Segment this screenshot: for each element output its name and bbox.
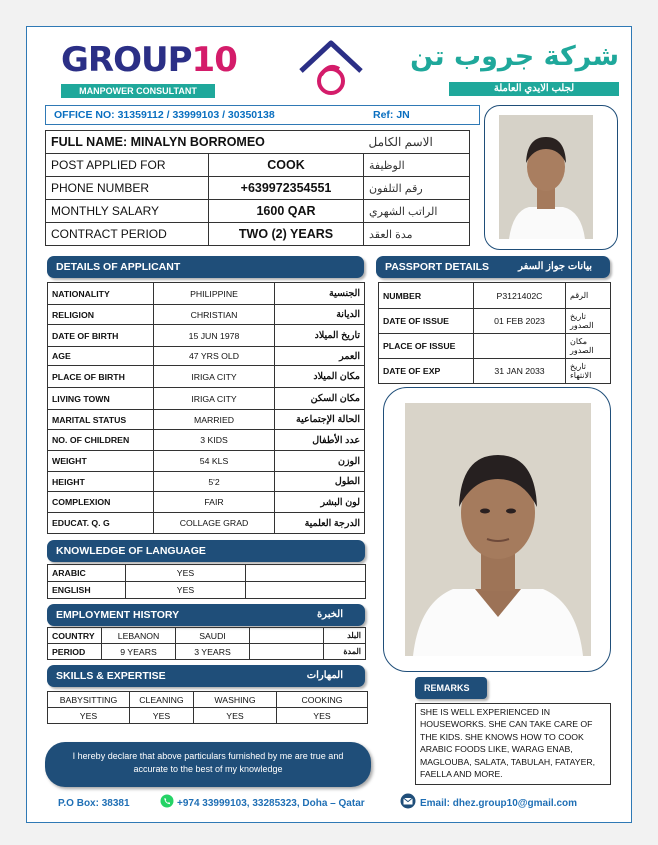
post-label: POST APPLIED FOR: [46, 154, 209, 177]
country-ar: البلد: [324, 628, 366, 644]
table-row: [48, 283, 365, 305]
arabic-logo: شركة جروب تن: [410, 41, 619, 72]
salary-value: 1600 QAR: [209, 200, 364, 223]
issue-place-label: PLACE OF ISSUE: [379, 334, 474, 359]
religion-label: RELIGION: [48, 305, 154, 325]
table-row: [48, 325, 365, 347]
skill-cooking: COOKING: [277, 692, 368, 708]
row-contract: [46, 223, 470, 246]
ref-code: Ref: JN: [373, 109, 410, 121]
country-label: COUNTRY: [48, 628, 102, 644]
skill-washing: WASHING: [194, 692, 277, 708]
issue-place-ar: مكان الصدور: [566, 334, 611, 359]
height-value: 5'2: [154, 472, 275, 492]
phone-ar: رقم التلفون: [364, 177, 470, 200]
table-row: [48, 430, 365, 451]
age-ar: العمر: [275, 347, 365, 366]
religion-ar: الديانة: [275, 305, 365, 325]
employment-title-ar: الخبرة: [316, 609, 343, 620]
row-salary: [46, 200, 470, 223]
table-row: [48, 366, 365, 388]
passport-title-ar: بيانات جواز السفر: [518, 261, 592, 272]
table-row: [379, 359, 611, 384]
cv-page: [26, 26, 632, 823]
table-row: [48, 644, 366, 660]
applicant-photo-large: [405, 403, 591, 656]
issue-date-value: 01 FEB 2023: [474, 309, 566, 334]
age-label: AGE: [48, 347, 154, 366]
nationality-ar: الجنسية: [275, 283, 365, 305]
weight-label: WEIGHT: [48, 451, 154, 472]
skills-section-header: [47, 665, 365, 687]
large-photo-frame: [383, 387, 611, 672]
education-label: EDUCAT. Q. G: [48, 513, 154, 534]
height-ar: الطول: [275, 472, 365, 492]
nationality-value: PHILIPPINE: [154, 283, 275, 305]
skills-table: [47, 691, 368, 724]
passport-number-label: NUMBER: [379, 283, 474, 309]
country-1: LEBANON: [102, 628, 176, 644]
contract-value: TWO (2) YEARS: [209, 223, 364, 246]
expiry-date-value: 31 JAN 2033: [474, 359, 566, 384]
weight-ar: الوزن: [275, 451, 365, 472]
table-row: [379, 283, 611, 309]
table-row: [48, 388, 365, 410]
table-row: [48, 582, 366, 599]
table-row: [48, 565, 366, 582]
period-3: [250, 644, 324, 660]
footer-phone: +974 33999103, 33285323, Doha – Qatar: [177, 798, 365, 809]
arabic-logo-subtitle: لجلب الايدي العاملة: [449, 82, 619, 96]
table-row: [48, 628, 366, 644]
table-row: [379, 309, 611, 334]
complexion-value: FAIR: [154, 492, 275, 513]
skill-washing-value: YES: [194, 708, 277, 724]
age-value: 47 YRS OLD: [154, 347, 275, 366]
pob-ar: مكان الميلاد: [275, 366, 365, 388]
passport-number-ar: الرقم: [566, 283, 611, 309]
phone-value: +639972354551: [209, 177, 364, 200]
passport-number-value: P3121402C: [474, 283, 566, 309]
row-phone: [46, 177, 470, 200]
full-name-ar: الاسم الكامل: [364, 131, 470, 154]
marital-value: MARRIED: [154, 410, 275, 430]
main-info-table: [45, 130, 470, 246]
arabic-label: ARABIC: [48, 565, 126, 582]
remarks-text: SHE IS WELL EXPERIENCED IN HOUSEWORKS. SHE CAN TAKE CARE OF THE KIDS. SHE KNOWS HOW TO COOK ARABIC FOODS LIKE, WARAG ENAB, MAGLOUBA, SALATA, TABULAH, FATAYER, FAELLA AND MORE.: [415, 703, 611, 785]
logo-text-main: GROUP: [61, 40, 192, 80]
dob-label: DATE OF BIRTH: [48, 325, 154, 347]
office-numbers: OFFICE NO: 31359112 / 33999103 / 30350138: [54, 109, 275, 121]
table-row: [48, 347, 365, 366]
table-row: [48, 708, 368, 724]
full-name: FULL NAME: MINALYN BORROMEO: [46, 131, 364, 154]
expiry-date-ar: تاريخ الانتهاء: [566, 359, 611, 384]
complexion-label: COMPLEXION: [48, 492, 154, 513]
dob-value: 15 JUN 1978: [154, 325, 275, 347]
passport-title: PASSPORT DETAILS: [385, 261, 490, 273]
logo-subtitle: MANPOWER CONSULTANT: [61, 84, 215, 98]
height-label: HEIGHT: [48, 472, 154, 492]
passport-section-header: [376, 256, 610, 278]
language-table: [47, 564, 366, 599]
skill-cleaning: CLEANING: [130, 692, 194, 708]
person-silhouette-icon: [499, 115, 593, 239]
details-table: [47, 282, 365, 534]
pob-label: PLACE OF BIRTH: [48, 366, 154, 388]
children-value: 3 KIDS: [154, 430, 275, 451]
table-row: [48, 492, 365, 513]
office-line: [45, 105, 480, 125]
marital-label: MARITAL STATUS: [48, 410, 154, 430]
skills-title: SKILLS & EXPERTISE: [56, 670, 166, 682]
period-label: PERIOD: [48, 644, 102, 660]
english-empty: [246, 582, 366, 599]
applicant-photo-small: [499, 115, 593, 239]
issue-date-label: DATE OF ISSUE: [379, 309, 474, 334]
employment-section-header: [47, 604, 365, 626]
post-ar: الوظيفة: [364, 154, 470, 177]
email-icon: [400, 793, 416, 809]
logo-text-num: 10: [191, 40, 237, 80]
period-1: 9 YEARS: [102, 644, 176, 660]
phone-label: PHONE NUMBER: [46, 177, 209, 200]
group10-logo: [61, 41, 237, 79]
children-ar: عدد الأطفال: [275, 430, 365, 451]
dob-ar: تاريخ الميلاد: [275, 325, 365, 347]
table-row: [48, 305, 365, 325]
table-row: [379, 334, 611, 359]
issue-place-value: [474, 334, 566, 359]
emblem-icon: [295, 37, 367, 99]
table-row: [48, 692, 368, 708]
po-box: P.O Box: 38381: [58, 798, 130, 809]
living-town-label: LIVING TOWN: [48, 388, 154, 410]
table-row: [48, 472, 365, 492]
declaration: I hereby declare that above particulars furnished by me are true and accurate to the best of my knowledge: [45, 742, 371, 787]
period-ar: المدة: [324, 644, 366, 660]
english-label: ENGLISH: [48, 582, 126, 599]
salary-ar: الراتب الشهري: [364, 200, 470, 223]
passport-table: [378, 282, 611, 384]
religion-value: CHRISTIAN: [154, 305, 275, 325]
post-value: COOK: [209, 154, 364, 177]
country-3: [250, 628, 324, 644]
children-label: NO. OF CHILDREN: [48, 430, 154, 451]
living-town-ar: مكان السكن: [275, 388, 365, 410]
english-value: YES: [126, 582, 246, 599]
period-2: 3 YEARS: [176, 644, 250, 660]
country-2: SAUDI: [176, 628, 250, 644]
complexion-ar: لون البشر: [275, 492, 365, 513]
language-section-header: KNOWLEDGE OF LANGUAGE: [47, 540, 365, 562]
remarks-header: REMARKS: [415, 677, 487, 699]
expiry-date-label: DATE OF EXP: [379, 359, 474, 384]
living-town-value: IRIGA CITY: [154, 388, 275, 410]
person-portrait-icon: [405, 403, 591, 656]
table-row: [48, 410, 365, 430]
contract-label: CONTRACT PERIOD: [46, 223, 209, 246]
employment-table: [47, 627, 366, 660]
weight-value: 54 KLS: [154, 451, 275, 472]
salary-label: MONTHLY SALARY: [46, 200, 209, 223]
table-row: [48, 513, 365, 534]
arabic-value: YES: [126, 565, 246, 582]
table-row: [48, 451, 365, 472]
skill-cleaning-value: YES: [130, 708, 194, 724]
skill-babysitting: BABYSITTING: [48, 692, 130, 708]
footer-email: Email: dhez.group10@gmail.com: [420, 798, 578, 809]
education-ar: الدرجة العلمية: [275, 513, 365, 534]
arabic-empty: [246, 565, 366, 582]
nationality-label: NATIONALITY: [48, 283, 154, 305]
pob-value: IRIGA CITY: [154, 366, 275, 388]
whatsapp-icon: [160, 794, 174, 808]
contract-ar: مدة العقد: [364, 223, 470, 246]
skill-babysitting-value: YES: [48, 708, 130, 724]
education-value: COLLAGE GRAD: [154, 513, 275, 534]
marital-ar: الحالة الإجتماعية: [275, 410, 365, 430]
employment-title: EMPLOYMENT HISTORY: [56, 609, 180, 621]
issue-date-ar: تاريخ الصدور: [566, 309, 611, 334]
row-post: [46, 154, 470, 177]
details-section-header: DETAILS OF APPLICANT: [47, 256, 364, 278]
skills-title-ar: المهارات: [306, 670, 343, 681]
small-photo-frame: [484, 105, 618, 250]
skill-cooking-value: YES: [277, 708, 368, 724]
